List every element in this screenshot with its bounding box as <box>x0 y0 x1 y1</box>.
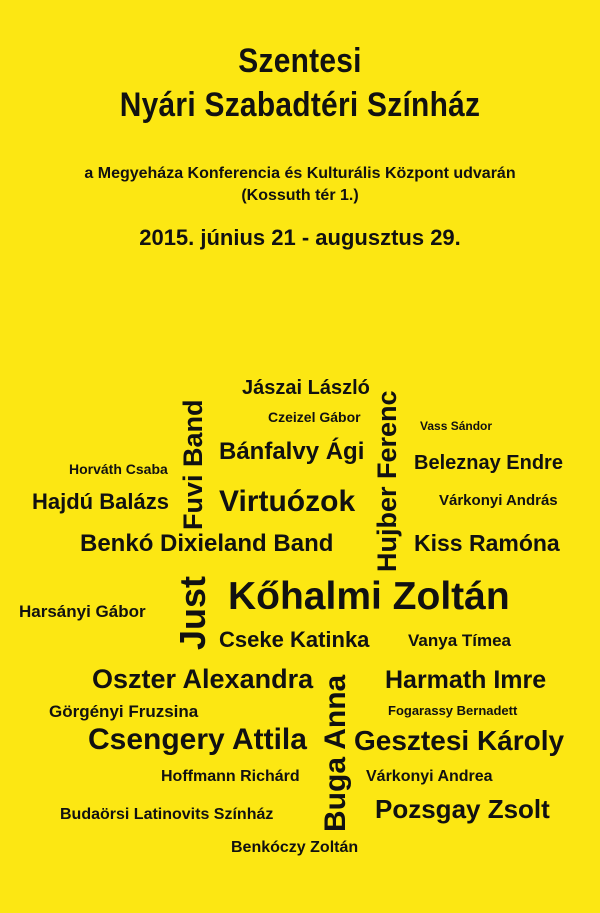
venue-line-2: (Kossuth tér 1.) <box>241 187 359 204</box>
performer-csengery-attila: Csengery Attila <box>88 723 307 756</box>
performer-varkonyi-andrea: Várkonyi Andrea <box>366 768 493 785</box>
performer-jaszai-laszlo: Jászai László <box>242 377 370 399</box>
performer-harmath-imre: Harmath Imre <box>385 666 547 694</box>
performer-hujber-ferenc-vertical: Hujber Ferenc <box>372 390 402 572</box>
performer-budaorsi-latinovits-szinhaz: Budaörsi Latinovits Színház <box>60 806 274 823</box>
performer-banfalvy-agi: Bánfalvy Ági <box>219 438 365 465</box>
performer-oszter-alexandra: Oszter Alexandra <box>92 664 314 694</box>
performer-kiss-ramona: Kiss Ramóna <box>414 530 560 556</box>
performer-gorgenyi-fruzsina: Görgényi Fruzsina <box>49 702 199 721</box>
performer-czeizel-gabor: Czeizel Gábor <box>268 409 361 425</box>
performer-benko-dixieland-band: Benkó Dixieland Band <box>80 530 334 557</box>
performer-fogarassy-bernadett: Fogarassy Bernadett <box>388 703 518 718</box>
performer-horvath-csaba: Horváth Csaba <box>69 461 168 477</box>
performer-beleznay-endre: Beleznay Endre <box>414 452 563 474</box>
performer-harsanyi-gabor: Harsányi Gábor <box>19 602 146 621</box>
title-line-2: Nyári Szabadtéri Színház <box>119 86 481 124</box>
performer-hoffmann-richard: Hoffmann Richárd <box>161 768 300 785</box>
performer-fuvi-band-vertical: Fuvi Band <box>178 399 208 530</box>
performer-gesztesi-karoly: Gesztesi Károly <box>354 725 565 756</box>
performer-virtuozok: Virtuózok <box>219 485 356 518</box>
performer-just-vertical: Just <box>172 575 213 650</box>
performer-varkonyi-andras: Várkonyi András <box>439 492 558 509</box>
performer-benkoczy-zoltan: Benkóczy Zoltán <box>231 839 359 856</box>
performer-kohalmi-zoltan: Kőhalmi Zoltán <box>228 575 510 618</box>
performer-vanya-timea: Vanya Tímea <box>408 631 512 650</box>
venue-line-1: a Megyeháza Konferencia és Kulturális Központ udvarán <box>84 165 516 182</box>
performer-buga-anna-vertical: Buga Anna <box>319 674 352 832</box>
title-line-1: Szentesi <box>238 42 362 80</box>
performer-cseke-katinka: Cseke Katinka <box>219 627 370 652</box>
performer-pozsgay-zsolt: Pozsgay Zsolt <box>375 794 550 824</box>
performer-vass-sandor: Vass Sándor <box>420 419 493 433</box>
event-dates: 2015. június 21 - augusztus 29. <box>139 225 461 250</box>
performer-hajdu-balazs: Hajdú Balázs <box>32 489 169 514</box>
